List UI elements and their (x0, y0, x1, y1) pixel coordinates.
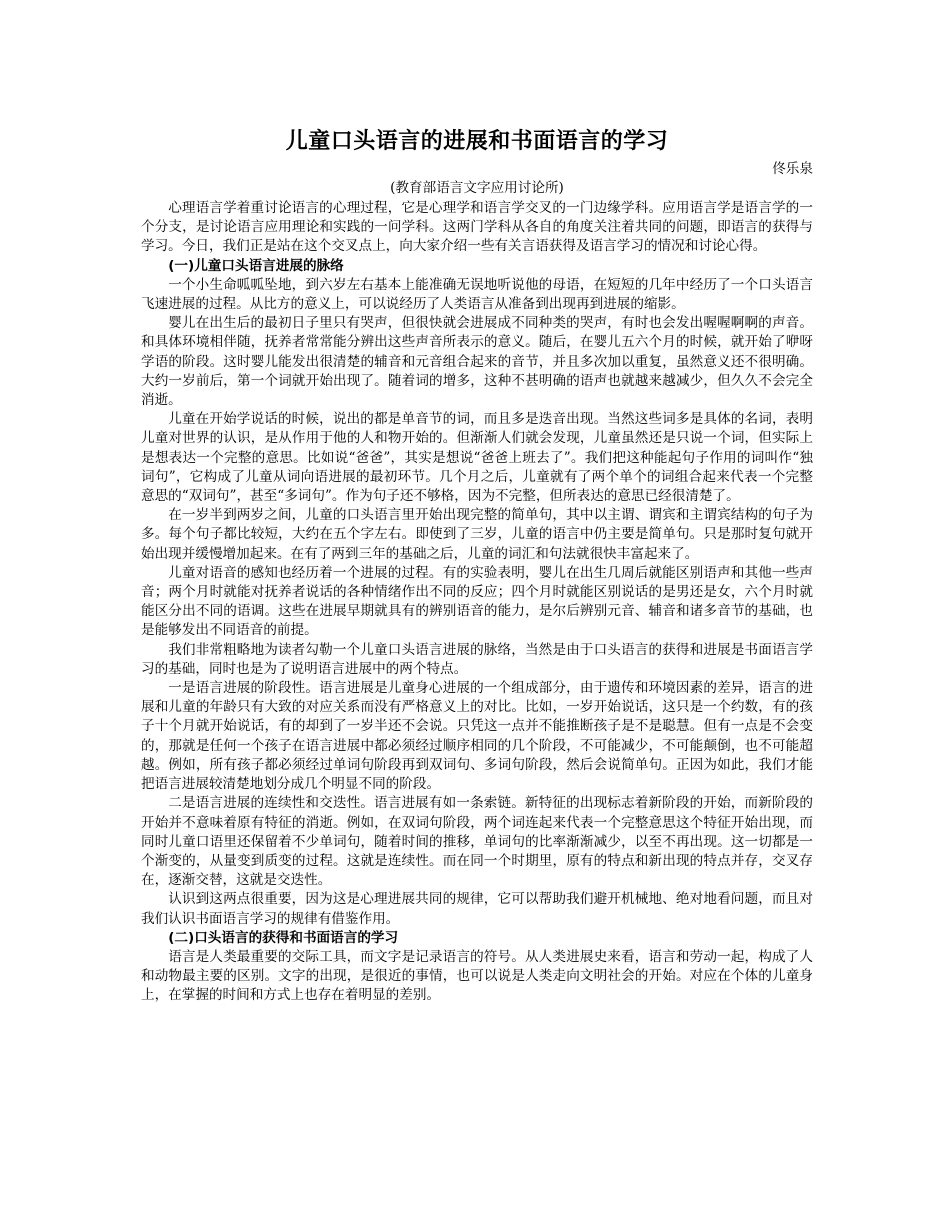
body-paragraph: 认识到这两点很重要，因为这是心理进展共同的规律，它可以帮助我们避开机械地、绝对地看问题，而且对我们认识书面语言学习的规律有借鉴作用。 (141, 891, 813, 927)
body-paragraph: 在一岁半到两岁之间，儿童的口头语言里开始出现完整的简单句，其中以主谓、谓宾和主谓宾结构的句子为多。每个句子都比较短，大约在五个字左右。即使到了三岁，儿童的语言中仍主要是简单句。只是那时复句就开始出现并缓慢增加起来。在有了两到三年的基础之后，儿童的词汇和句法就很快丰富起来了。 (141, 507, 813, 562)
body-paragraph: 一是语言进展的阶段性。语言进展是儿童身心进展的一个组成部分，由于遗传和环境因素的差异，语言的进展和儿童的年龄只有大致的对应关系而没有严格意义上的对比。比如，一岁开始说话，这只是一个约数，有的孩子十个月就开始说话，有的却到了一岁半还不会说。只凭这一点并不能推断孩子是不是聪慧。但有一点是不会变的，那就是任何一个孩子在语言进展中都必须经过顺序相同的几个阶段，不可能减少，不可能颠倒，也不可能超越。例如，所有孩子都必须经过单词句阶段再到双词句、多词句阶段，然后会说简单句。正因为如此，我们才能把语言进展较清楚地划分成几个明显不同的阶段。 (141, 680, 813, 793)
article-title: 儿童口头语言的进展和书面语言的学习 (285, 129, 669, 154)
body-paragraph: 我们非常粗略地为读者勾勒一个儿童口头语言进展的脉络，当然是由于口头语言的获得和进展是书面语言学习的基础，同时也是为了说明语言进展中的两个特点。 (141, 641, 813, 677)
body-paragraph: 语言是人类最重要的交际工具，而文字是记录语言的符号。从人类进展史来看，语言和劳动一起，构成了人和动物最主要的区别。文字的出现，是很近的事情，也可以说是人类走向文明社会的开始。对应在个体的儿童身上，在掌握的时间和方式上也存在着明显的差别。 (141, 948, 813, 1004)
body-paragraph: 婴儿在出生后的最初日子里只有哭声，但很快就会进展成不同种类的哭声，有时也会发出喔喔啊啊的声音。和具体环境相伴随，抚养者常常能分辨出这些声音所表示的意义。随后，在婴儿五六个月的时候，就开始了咿呀学语的阶段。这时婴儿能发出很清楚的辅音和元音组合起来的音节，并且多次加以重复，虽然意义还不很明确。大约一岁前后，第一个词就开始出现了。随着词的增多，这种不甚明确的语声也就越来越减少，但久久不会完全消逝。 (141, 315, 813, 409)
section-heading-2: (二)口头语言的获得和书面语言的学习 (168, 929, 399, 946)
author-affiliation: (教育部语言文字应用讨论所) (390, 180, 564, 196)
body-paragraph: 儿童在开始学说话的时候，说出的都是单音节的词，而且多是迭音出现。当然这些词多是具体的名词，表明儿童对世界的认识，是从作用于他的人和物开始的。但渐渐人们就会发现，儿童虽然还是只说一个词，但实际上是想表达一个完整的意思。比如说“爸爸”，其实是想说“爸爸上班去了”。我们把这种能起句子作用的词叫作“独词句”，它构成了儿童从词向语进展的最初环节。几个月之后，儿童就有了两个单个的词组合起来代表一个完整意思的“双词句”，甚至“多词句”。作为句子还不够格，因为不完整，但所表达的意思已经很清楚了。 (141, 411, 813, 505)
body-paragraph: 二是语言进展的连续性和交迭性。语言进展有如一条索链。新特征的出现标志着新阶段的开始，而新阶段的开始并不意味着原有特征的消逝。例如，在双词句阶段，两个词连起来代表一个完整意思这个特征开始出现，而同时儿童口语里还保留着不少单词句，随着时间的推移，单词句的比率渐渐减少，以至不再出现。这一切都是一个渐变的，从量变到质变的过程。这就是连续性。而在同一个时期里，原有的特点和新出现的特点并存，交叉存在，逐渐交替，这就是交迭性。 (141, 795, 813, 889)
author-name: 佟乐泉 (772, 161, 813, 177)
document-page (141, 128, 813, 1006)
intro-paragraph: 心理语言学着重讨论语言的心理过程，它是心理学和语言学交叉的一门边缘学科。应用语言学是语言学的一个分支，是讨论语言应用理论和实践的一问学科。这两门学科从各自的角度关注着共同的问题，即语言的获得与学习。今日，我们正是站在这个交叉点上，向大家介绍一些有关言语获得及语言学习的情况和讨论心得。 (141, 200, 813, 255)
section-heading-1: (一)儿童口头语言进展的脉络 (168, 257, 344, 274)
body-paragraph: 一个小生命呱呱坠地，到六岁左右基本上能准确无误地听说他的母语，在短短的几年中经历了一个口头语言飞速进展的过程。从比方的意义上，可以说经历了人类语言从准备到出现再到进展的缩影。 (141, 276, 813, 313)
body-paragraph: 儿童对语音的感知也经历着一个进展的过程。有的实验表明，婴儿在出生几周后就能区别语声和其他一些声音；两个月时就能对抚养者说话的各种情绪作出不同的反应；四个月时就能区别说话的是男还是女，六个月时就能区分出不同的语调。这些在进展早期就具有的辨别语音的能力，是尔后辨别元音、辅音和诸多音节的基础，也是能够发出不同语音的前提。 (141, 564, 813, 639)
